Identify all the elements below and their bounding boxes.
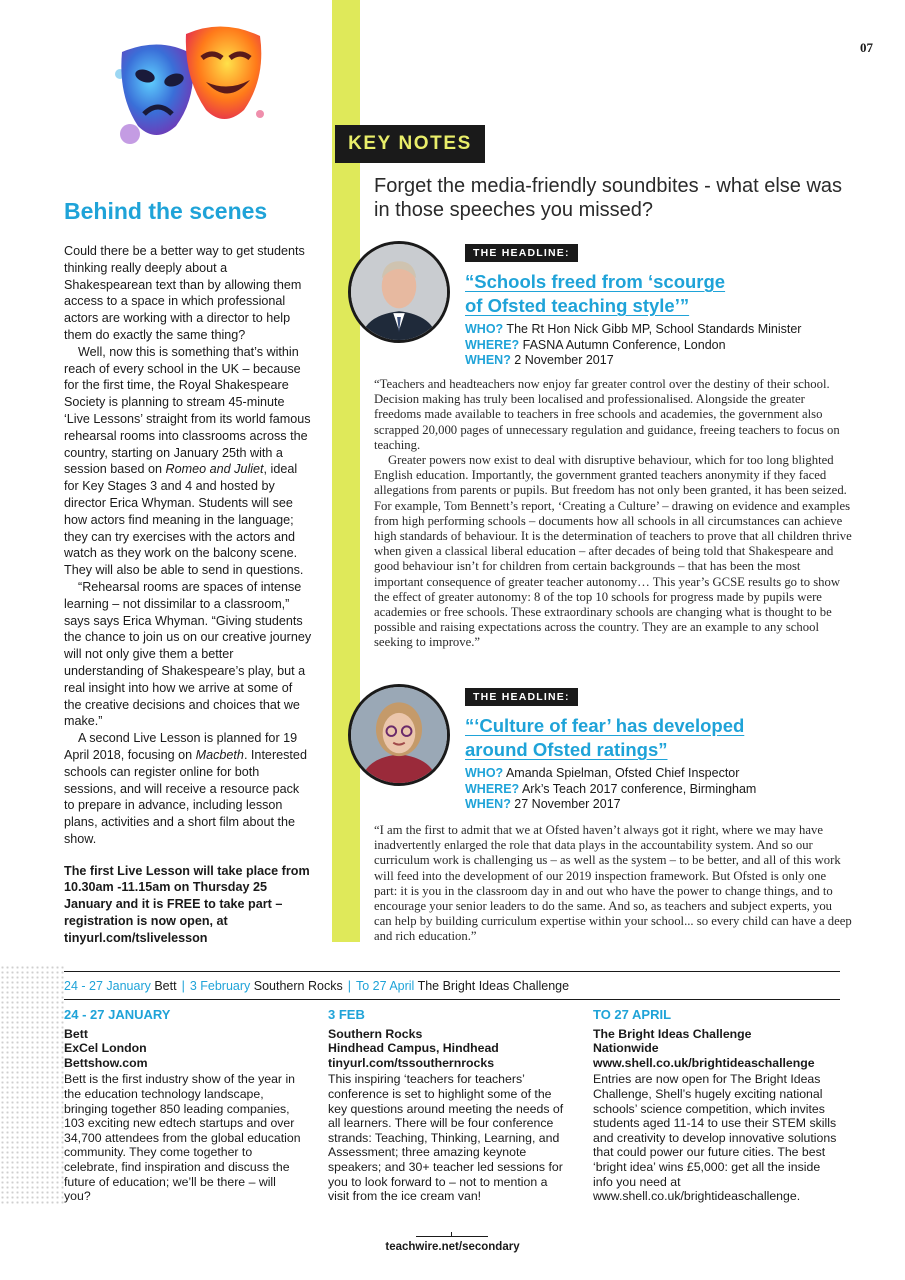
behind-the-scenes-title: Behind the scenes <box>64 198 268 224</box>
article-paragraph: Well, now this is something that’s within reach of every school in the UK – because for the first time, the Royal Shakespeare Society is planning to stream 45-minute ‘Live Lessons’ straight from its world famous rehearsal rooms into classrooms across the country, starting on January 25th with a session based on Romeo and Juliet, ideal for Key Stages 3 and 4 and hosted by director Erica Whyman. Students will see how actors find meaning in the language; they can try exercises with the actors and watch as they work on the balcony scene. They will also be able to send in questions. <box>64 344 311 578</box>
article-paragraph: Could there be a better way to get students thinking really deeply about a Shakespearean text than by allowing them access to a space in which professional actors are working with a director to help them do exactly the same thing? <box>64 244 305 342</box>
speech-quote: “I am the first to admit that we at Ofsted haven’t always got it right, where we may have inadvertently enlarged the role that data plays in the accountability system. And so our curriculum work is challenging us – as well as the system – to be better, and all of this work will feed into the development of our 2019 inspection framework. But Ofsted is only one part: it is you in the classroom day in and out who have the power to change things, and to encourage your senior leaders to do the same. And so, as teachers and subject experts, you can help by building curriculum expertise within your school... so every child can have a deep and rich education.” <box>374 823 852 944</box>
nick-gibb-portrait <box>348 241 450 343</box>
speaker-details: WHO? Amanda Spielman, Ofsted Chief Inspector WHERE? Ark’s Teach 2017 conference, Birmingham WHEN? 27 November 2017 <box>465 766 757 811</box>
footer-tick <box>451 1232 452 1237</box>
article-paragraph: “Rehearsal rooms are spaces of intense learning – not dissimilar to a classroom,” says says Erica Whyman. “Giving students the chance to join us on our creative journey will not only give them a better understanding of Shakespeare’s play, but a real insight into how we arrive at some of the creative decisions and choices that we make.” <box>64 579 312 729</box>
amanda-spielman-portrait <box>348 684 450 786</box>
speaker-details: WHO? The Rt Hon Nick Gibb MP, School Standards Minister WHERE? FASNA Autumn Conference, London WHEN? 2 November 2017 <box>465 322 802 367</box>
event-bett: 24 - 27 JANUARY Bett ExCel London Bettshow.com Bett is the first industry show of the year in the education technology landscape, bringing together 850 leading companies, 103 exciting new edtech startups and over 34,700 attendees from the global education community. They come together to celebrate, find inspiration and discuss the future of education; we’ll be there – will you? <box>64 1007 301 1204</box>
page-number: 07 <box>860 40 873 55</box>
speech-quote: “Teachers and headteachers now enjoy far greater control over the destiny of their school. Decision making has truly been localised and professionalised. Alongside the greater freedoms made available to teachers in free schools and academies, the government also scrapped 20,000 pages of unnecessary regulation and guidance, freeing teachers to focus on teaching. Greater powers now exist to deal with disruptive behaviour, which for too long blighted English education. Importantly, the government granted teachers anonymity if they faced allegations from parents or pupils. But freedom has not only been granted, it has been seized. For example, Tom Bennett’s report, ‘Creating a Culture’ – drawing on evidence and examples from high performing schools – documents how all schools in all circumstances can achieve high standards of behaviour. It is the determination of teachers to prove that all children thrive when given a classical liberal education – after decades of being told that Shakespeare and good behaviour isn’t for children from certain backgrounds – that has been the most important consequence of greater teacher autonomy… This year’s GCSE results go to show the effect of greater autonomy: 8 of the top 10 schools for progress made by pupils were academies or free schools. These extraordinary schools are changing what is thought to be possible and raising expectations across the country. They are an example to any school seeking to improve.” <box>374 377 852 650</box>
event-southern-rocks: 3 FEB Southern Rocks Hindhead Campus, Hindhead tinyurl.com/tssouthernrocks This inspiring ‘teachers for teachers’ conference is set to highlight some of the key questions around meeting the needs of all learners. There will be four conference strands: Teaching, Thinking, Learning, and Assessment; three amazing keynote speakers; and 30+ teacher led sessions for you to look forward to – not to mention a visit from the ice cream van! <box>328 1007 564 1204</box>
footer-url[interactable]: teachwire.net/secondary <box>385 1241 520 1253</box>
events-top-rule <box>64 971 840 972</box>
live-lesson-callout: The first Live Lesson will take place from 10.30am -11.15am on Thursday 25 January and it is FREE to take part – registration is now open, at tinyurl.com/tslivelesson <box>64 863 310 945</box>
theatre-masks-illustration <box>100 14 280 164</box>
headline-link[interactable]: “‘Culture of fear’ has developed around Ofsted ratings” <box>465 715 745 760</box>
headline-tag: THE HEADLINE: <box>465 688 578 706</box>
key-notes-intro: Forget the media-friendly soundbites - what else was in those speeches you missed? <box>374 175 843 221</box>
events-bottom-rule <box>64 999 840 1000</box>
event-bright-ideas: TO 27 APRIL The Bright Ideas Challenge Nationwide www.shell.co.uk/brightideaschallenge Entries are now open for The Bright Ideas Challenge, Shell’s hugely exciting national schools’ science competition, which invites students aged 11-14 to use their STEM skills and creativity to develop innovative solutions that could power our future cities. The best ‘bright idea’ wins £5,000: get all the inside info you need at www.shell.co.uk/brightideaschallenge. <box>593 1007 837 1204</box>
headline-link[interactable]: “Schools freed from ‘scourge of Ofsted teaching style’” <box>465 271 726 316</box>
headline-tag: THE HEADLINE: <box>465 244 578 262</box>
events-summary-bar: 24 - 27 January Bett | 3 February Southern Rocks | To 27 April The Bright Ideas Challenge <box>64 979 570 993</box>
dot-pattern <box>0 965 64 1205</box>
behind-the-scenes-article <box>64 198 312 947</box>
key-notes-label: KEY NOTES <box>335 125 485 163</box>
footer-rule <box>416 1236 488 1237</box>
article-paragraph: A second Live Lesson is planned for 19 April 2018, focusing on Macbeth. Interested schools can register online for both sessions, and will receive a resource pack to prepare in advance, including lesson plans, activities and a short film about the show. <box>64 731 307 846</box>
